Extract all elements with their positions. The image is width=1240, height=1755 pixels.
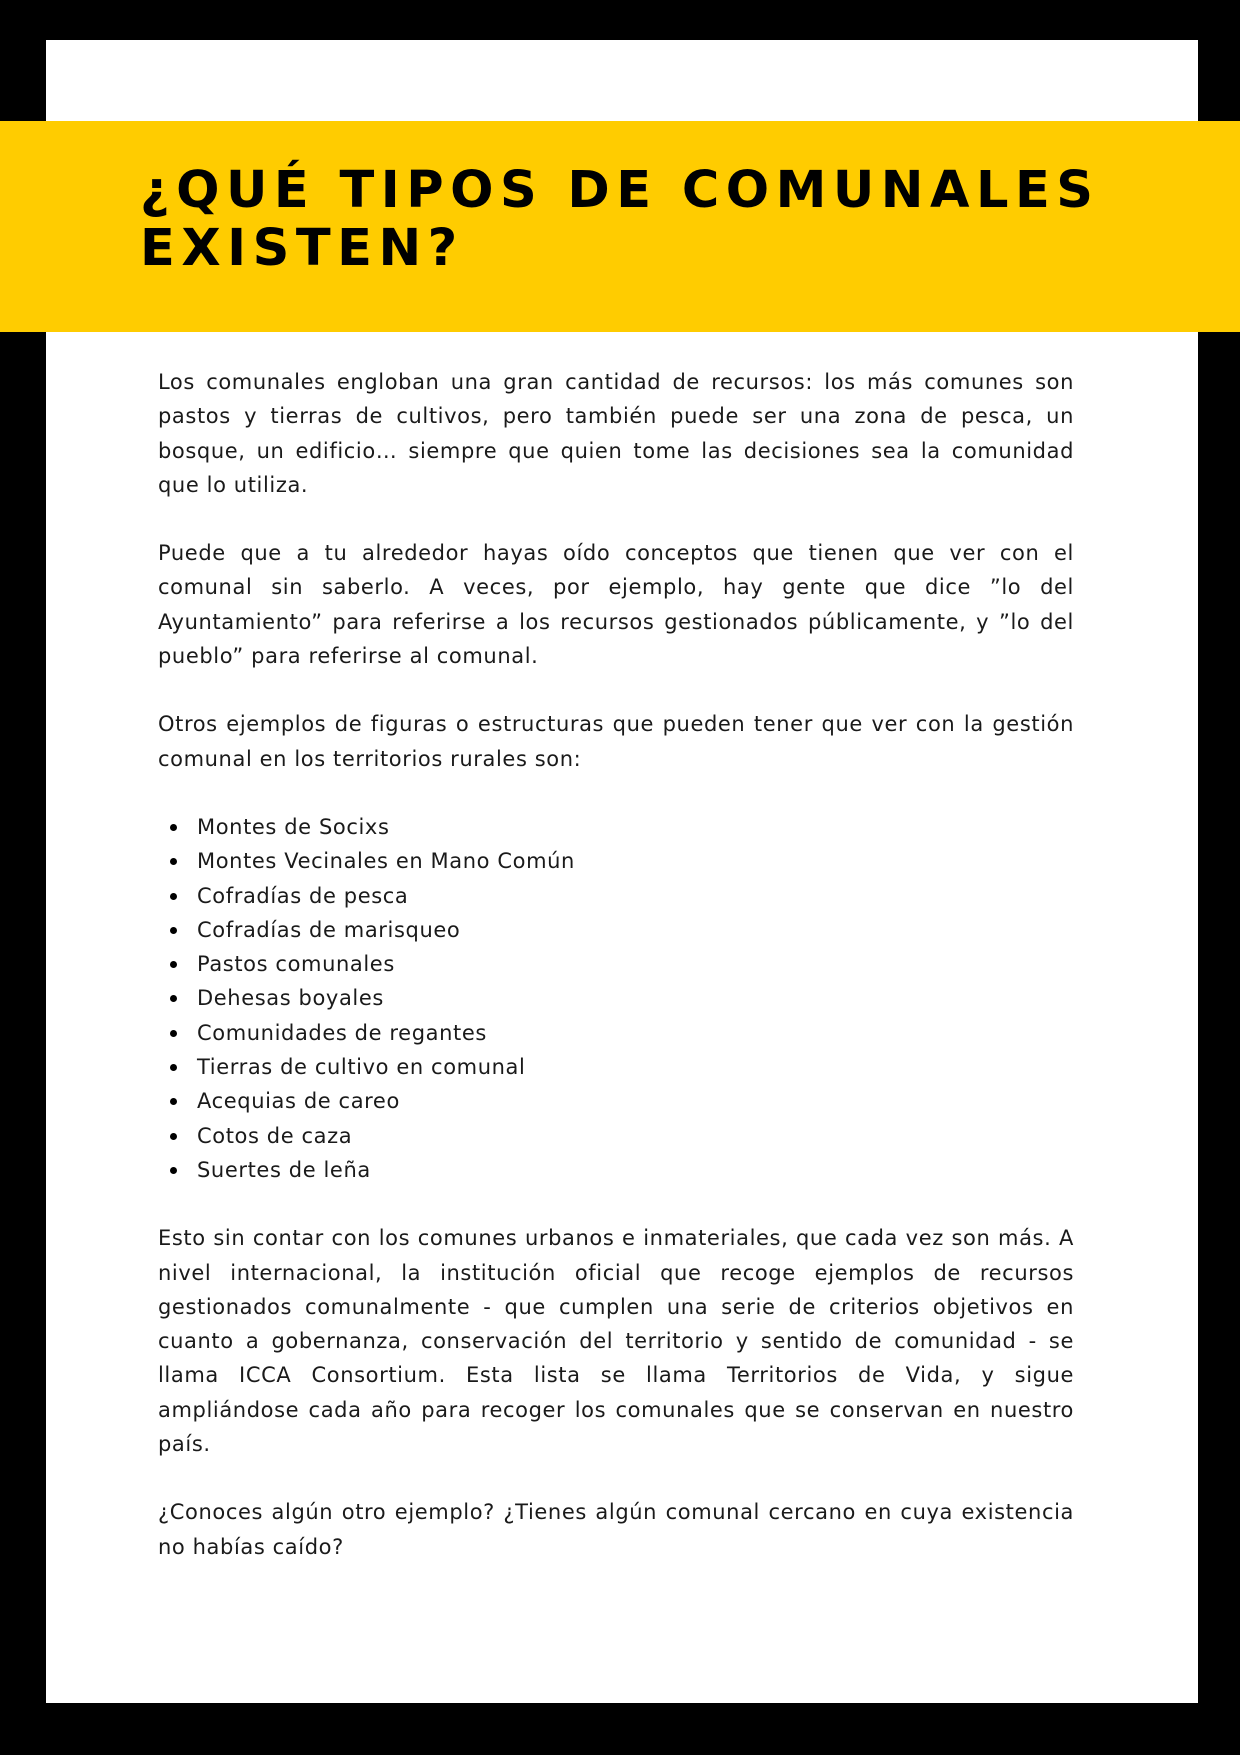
list-item-label: Tierras de cultivo en comunal bbox=[197, 1055, 526, 1080]
list-item-label: Cofradías de pesca bbox=[197, 883, 409, 908]
list-item bbox=[197, 1050, 1074, 1084]
title-line-2: EXISTEN? bbox=[140, 219, 464, 278]
bullet-icon bbox=[170, 1064, 177, 1071]
bullet-icon bbox=[170, 1133, 177, 1140]
list-item-label: Cofradías de marisqueo bbox=[197, 917, 461, 942]
bullet-icon bbox=[170, 1030, 177, 1037]
list-item bbox=[197, 1153, 1074, 1187]
list-item bbox=[197, 981, 1074, 1015]
bullet-icon bbox=[170, 995, 177, 1002]
list-item bbox=[197, 1016, 1074, 1050]
list-item bbox=[197, 810, 1074, 844]
list-item-label: Montes de Socixs bbox=[197, 814, 390, 839]
list-item-label: Suertes de leña bbox=[197, 1157, 371, 1182]
paragraph-intro: Los comunales engloban una gran cantidad de recursos: los más comunes son pastos y tierras de cultivos, pero también puede ser una zona de pesca, un bosque, un edificio… siempre que quien tome las decisiones sea la comunidad que lo utiliza. bbox=[158, 370, 1074, 497]
list-item-label: Pastos comunales bbox=[197, 952, 395, 977]
paragraph-question: ¿Conoces algún otro ejemplo? ¿Tienes algún comunal cercano en cuya existencia no habías caído? bbox=[158, 1500, 1074, 1559]
paragraph-examples-intro: Otros ejemplos de figuras o estructuras que pueden tener que ver con la gestión comunal en los territorios rurales son: bbox=[158, 712, 1074, 771]
list-item-label: Dehesas boyales bbox=[197, 986, 384, 1011]
bullet-icon bbox=[170, 824, 177, 831]
bullet-icon bbox=[170, 893, 177, 900]
bullet-icon bbox=[170, 858, 177, 865]
document-body bbox=[158, 365, 1074, 1598]
list-item bbox=[197, 1084, 1074, 1118]
list-item-label: Acequias de careo bbox=[197, 1089, 400, 1114]
list-item bbox=[197, 913, 1074, 947]
title-line-1: ¿QUÉ TIPOS DE COMUNALES bbox=[140, 161, 1100, 220]
list-item-label: Comunidades de regantes bbox=[197, 1020, 487, 1045]
list-item bbox=[197, 879, 1074, 913]
list-item-label: Cotos de caza bbox=[197, 1123, 353, 1148]
bullet-icon bbox=[170, 961, 177, 968]
list-item bbox=[197, 947, 1074, 981]
bullet-icon bbox=[170, 1098, 177, 1105]
bullet-icon bbox=[170, 1167, 177, 1174]
paragraph-concepts: Puede que a tu alrededor hayas oído conceptos que tienen que ver con el comunal sin saberlo. A veces, por ejemplo, hay gente que dice ”lo del Ayuntamiento” para referirse a los recursos gestionados públicamente, y ”lo del pueblo” para referirse al comunal. bbox=[158, 541, 1074, 669]
page-title bbox=[140, 162, 1140, 278]
paragraph-icca: Esto sin contar con los comunes urbanos e inmateriales, que cada vez son más. A nivel internacional, la institución oficial que recoge ejemplos de recursos gestionados comunalmente - que cumplen una serie de criterios objetivos en cuanto a gobernanza, conservación del territorio y sentido de comunidad - se llama ICCA Consortium. Esta lista se llama Territorios de Vida, y sigue ampliándose cada año para recoger los comunales que se conservan en nuestro país. bbox=[158, 1226, 1074, 1457]
bullet-icon bbox=[170, 927, 177, 934]
list-item-label: Montes Vecinales en Mano Común bbox=[197, 849, 575, 874]
list-item bbox=[197, 1119, 1074, 1153]
examples-list bbox=[158, 810, 1074, 1187]
list-item bbox=[197, 844, 1074, 878]
